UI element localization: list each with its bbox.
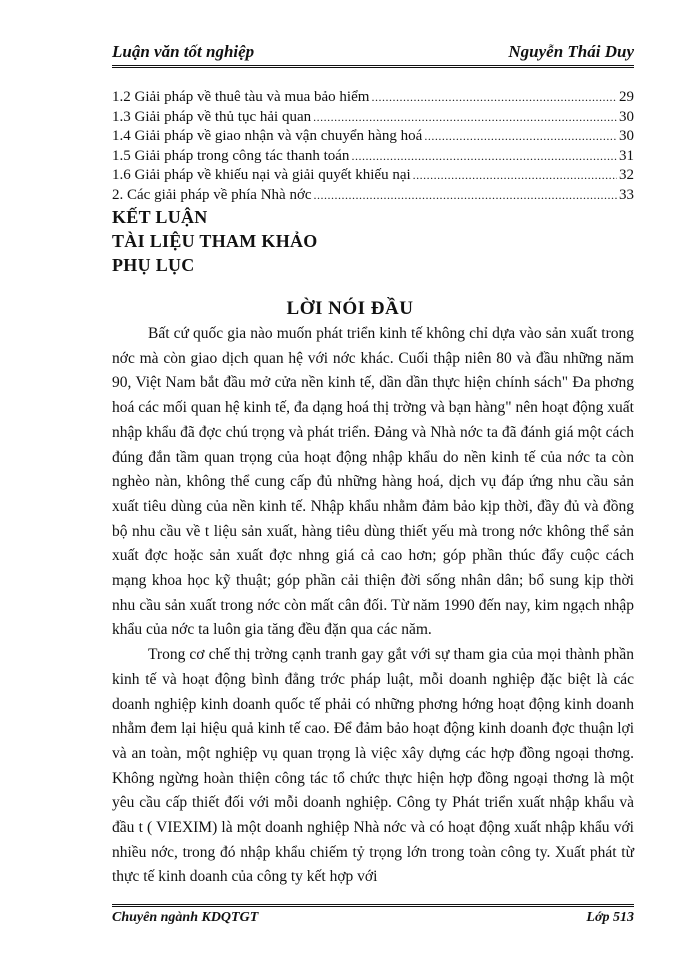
header-author-name: Nguyễn Thái Duy (508, 42, 634, 61)
header-thesis-label: Luận văn tốt nghiệp (112, 42, 255, 61)
page-footer (112, 904, 634, 928)
footer-class-label: Lớp 513 (586, 910, 634, 925)
toc-entry-page: 33 (619, 186, 634, 203)
toc-leader-dots (371, 88, 617, 108)
toc-entry (112, 186, 634, 206)
footer-major-label: Chuyên ngành KDQTGT (112, 910, 259, 925)
toc-leader-dots (424, 127, 617, 147)
toc-entry (112, 166, 634, 186)
toc-entry-title: 1.4 Giải pháp về giao nhận và vận chuyển hàng hoá (112, 128, 423, 144)
toc-entry-title: 1.5 Giải pháp trong công tác thanh toán (112, 147, 350, 164)
section-tai-lieu-tham-khao: TÀI LIỆU THAM KHẢO (112, 231, 318, 251)
toc-leader-dots (413, 166, 617, 186)
page-header (112, 40, 634, 68)
header-rule (112, 65, 634, 68)
body-text (112, 322, 634, 890)
toc-entry (112, 88, 634, 108)
toc-leader-dots (314, 186, 617, 206)
paragraph: Bất cứ quốc gia nào muốn phát triển kinh tế không chỉ dựa vào sản xuất trong nớc mà còn giao dịch quan hệ với nớc khác. Cuối thập niên 80 và đầu những năm 90, Việt Nam bắt đầu mở cửa nền kinh tế, dần dần thực hiện chính sách" Đa phơng hoá các mối quan hệ kinh tế, đa dạng hoá thị trờng và bạn hàng" nên hoạt động xuất nhập khẩu đã đợc chú trọng và phát triển. Đảng và Nhà nớc ta đã đánh giá một cách đúng đắn tầm quan trọng của hoạt động nhập khẩu do nền kinh tế của nớc ta còn nghèo nàn, không thể cung cấp đủ những hàng hoá, dịch vụ đáp ứng nhu cầu sản xuất tiêu dùng của nền kinh tế. Nhập khẩu nhằm đảm bảo kịp thời, đầy đủ và đồng bộ nhu cầu về t liệu sản xuất, hàng tiêu dùng thiết yếu mà trong nớc không thể sản xuất đợc hoặc sản xuất đợc nhng giá cả cao hơn; góp phần thúc đẩy cuộc cách mạng khoa học kỹ thuật; góp phần cải thiện đời sống nhân dân; bổ sung kịp thời nhu cầu sản xuất trong nớc còn mất cân đối. Từ năm 1990 đến nay, kim ngạch nhập khẩu của nớc ta luôn gia tăng đều đặn qua các năm. (112, 325, 634, 639)
toc-entry-title: 1.6 Giải pháp về khiếu nại và giải quyết khiếu nại (112, 167, 411, 183)
toc-entry-title: 1.2 Giải pháp về thuê tàu và mua bảo hiểm (112, 89, 370, 105)
toc-entry (112, 147, 634, 167)
table-of-contents (112, 88, 634, 205)
toc-entry-page: 29 (619, 89, 634, 105)
toc-entry-title: 2. Các giải pháp về phía Nhà nớc (112, 186, 312, 203)
toc-entry-page: 30 (619, 128, 634, 144)
toc-leader-dots (351, 147, 617, 167)
footer-rule (112, 904, 634, 907)
toc-entry-page: 32 (619, 167, 634, 183)
toc-leader-dots (313, 108, 617, 128)
section-ket-luan: KẾT LUẬN (112, 207, 208, 227)
toc-entry (112, 127, 634, 147)
page-title: LỜI NÓI ĐẦU (286, 298, 414, 319)
toc-entry-page: 31 (619, 147, 634, 164)
paragraph: Trong cơ chế thị trờng cạnh tranh gay gắt với sự tham gia của mọi thành phần kinh tế và hoạt động bình đẳng trớc pháp luật, mỗi doanh nghiệp đặc biệt là các doanh nghiệp kinh doanh quốc tế phải có những phơng hớng hoạt động kinh doanh nhằm đem lại hiệu quả kinh tế cao. Để đảm bảo hoạt động kinh doanh đợc thuận lợi và an toàn, một nghiệp vụ quan trọng là việc xây dựng các hợp đồng ngoại thơng. Không ngừng hoàn thiện công tác tổ chức thực hiện hợp đồng ngoại thơng là một yêu cầu cấp thiết đối với mỗi doanh nghiệp. Công ty Phát triển xuất nhập khẩu và đầu t ( VIEXIM) là một doanh nghiệp Nhà nớc và có hoạt động xuất nhập khẩu với nhiều nớc, trong đó nhập khẩu chiếm tỷ trọng lớn trong toàn công ty. Xuất phát từ thực tế kinh doanh của công ty kết hợp với (112, 646, 634, 886)
section-phu-luc: PHỤ LỤC (112, 255, 195, 275)
toc-entry-title: 1.3 Giải pháp về thủ tục hải quan (112, 108, 312, 125)
toc-entry (112, 108, 634, 128)
toc-entry-page: 30 (619, 108, 634, 125)
